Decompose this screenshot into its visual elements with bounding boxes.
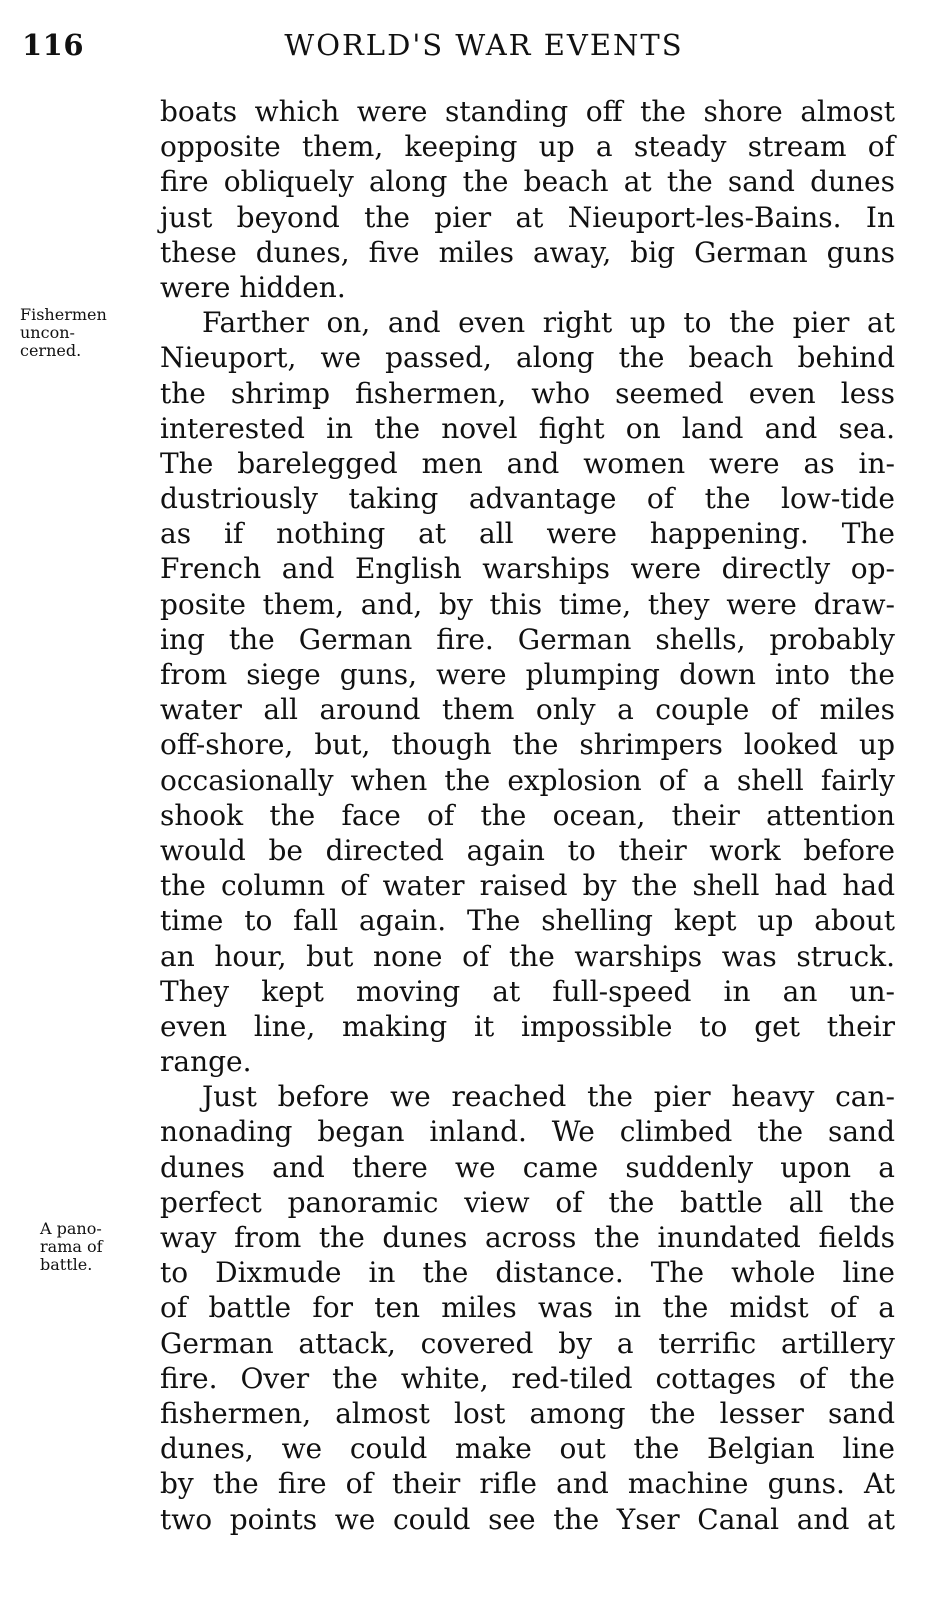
text-line: French and English warships were directly op- bbox=[160, 552, 895, 586]
text-line: Nieuport, we passed, along the beach behind bbox=[160, 341, 895, 375]
text-line: interested in the novel fight on land and sea. bbox=[160, 411, 895, 445]
margin-note-line: battle. bbox=[40, 1255, 93, 1274]
paragraph-start: Farther on, and even right up to the pier at bbox=[202, 306, 895, 340]
text-line: fishermen, almost lost among the lesser sand bbox=[160, 1396, 895, 1430]
text-line: would be directed again to their work before bbox=[160, 833, 895, 867]
text-line: an hour, but none of the warships was struck. bbox=[160, 939, 895, 973]
page-header bbox=[22, 28, 922, 72]
margin-note-line: rama of bbox=[40, 1237, 103, 1256]
text-line: these dunes, five miles away, big German guns bbox=[160, 235, 895, 269]
text-line: were hidden. bbox=[160, 270, 346, 304]
text-line: way from the dunes across the inundated fields bbox=[160, 1221, 895, 1254]
margin-note-fishermen bbox=[20, 306, 155, 360]
page-number: 116 bbox=[22, 28, 85, 62]
text-line: posite them, and, by this time, they were draw- bbox=[160, 587, 895, 621]
text-line: to Dixmude in the distance. The whole line bbox=[160, 1256, 895, 1290]
text-line: boats which were standing off the shore almost bbox=[160, 95, 895, 128]
text-line: ing the German fire. German shells, probably bbox=[160, 622, 895, 656]
text-line: the column of water raised by the shell had had bbox=[160, 869, 895, 903]
text-line: perfect panoramic view of the battle all the bbox=[160, 1185, 895, 1219]
text-line: fire. Over the white, red-tiled cottages of the bbox=[160, 1361, 895, 1395]
margin-note-line: A pano- bbox=[40, 1219, 102, 1238]
text-line: as if nothing at all were happening. The bbox=[160, 517, 895, 551]
text-line: even line, making it impossible to get their bbox=[160, 1009, 895, 1043]
text-line: fire obliquely along the beach at the sand dunes bbox=[160, 165, 895, 199]
text-line: opposite them, keeping up a steady stream of bbox=[160, 130, 895, 164]
margin-note-line: cerned. bbox=[20, 341, 82, 360]
text-line: They kept moving at full-speed in an un- bbox=[160, 974, 895, 1008]
margin-note-line: uncon- bbox=[20, 323, 75, 342]
margin-note-line: Fishermen bbox=[20, 305, 107, 324]
text-line: German attack, covered by a terrific artillery bbox=[160, 1326, 895, 1360]
text-line: nonading began inland. We climbed the sand bbox=[160, 1115, 895, 1149]
paragraph-start: Just before we reached the pier heavy can- bbox=[202, 1080, 895, 1114]
text-line: of battle for ten miles was in the midst of a bbox=[160, 1291, 895, 1325]
text-line: dunes and there we came suddenly upon a bbox=[160, 1150, 895, 1184]
body-text bbox=[160, 94, 895, 1537]
text-line: off-shore, but, though the shrimpers looked up bbox=[160, 728, 895, 762]
text-line: the shrimp fishermen, who seemed even less bbox=[160, 376, 895, 410]
text-line: dunes, we could make out the Belgian line bbox=[160, 1432, 895, 1466]
text-line: by the fire of their rifle and machine guns. At bbox=[160, 1467, 895, 1501]
text-line: just beyond the pier at Nieuport-les-Bains. In bbox=[160, 200, 895, 234]
text-line: from siege guns, were plumping down into the bbox=[160, 658, 895, 691]
margin-note-panorama bbox=[40, 1220, 175, 1274]
text-line: time to fall again. The shelling kept up about bbox=[160, 904, 895, 938]
text-line: range. bbox=[160, 1045, 252, 1079]
text-line: dustriously taking advantage of the low-tide bbox=[160, 482, 895, 516]
running-title: WORLD'S WAR EVENTS bbox=[284, 28, 684, 62]
text-line: two points we could see the Yser Canal and at bbox=[160, 1502, 895, 1536]
text-line: water all around them only a couple of miles bbox=[160, 693, 895, 727]
text-line: occasionally when the explosion of a shell fairly bbox=[160, 763, 895, 797]
text-line: The barelegged men and women were as in- bbox=[160, 446, 895, 480]
text-line: shook the face of the ocean, their attention bbox=[160, 798, 895, 832]
